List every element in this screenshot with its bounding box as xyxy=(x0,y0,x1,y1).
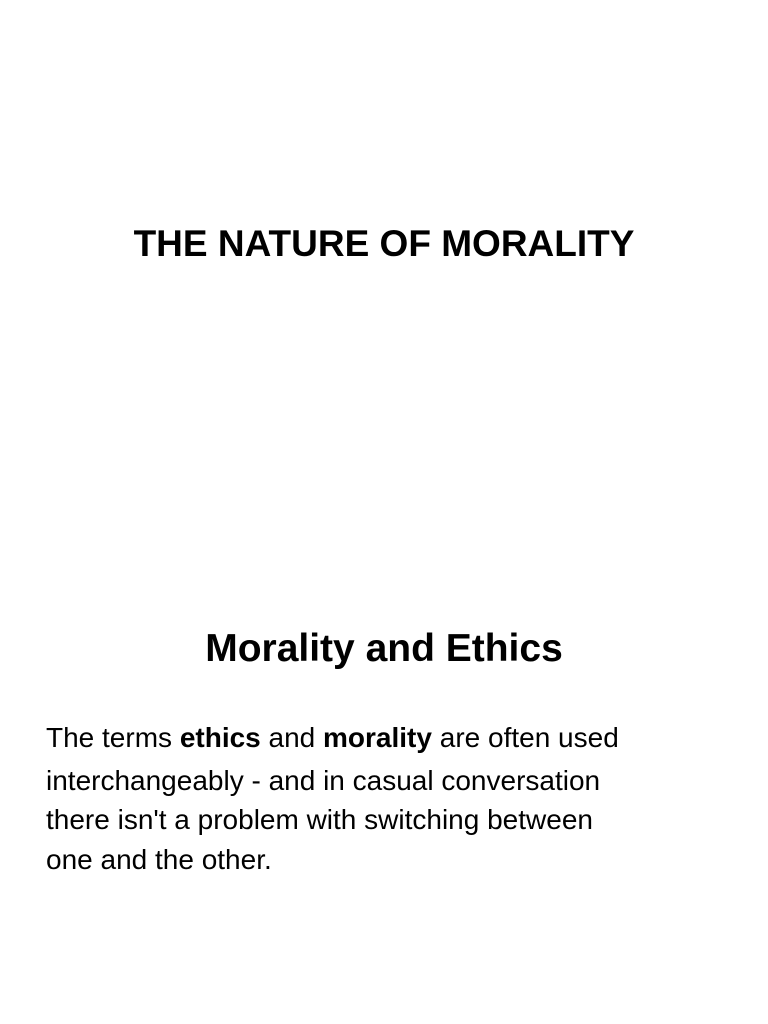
paragraph-line-3: there isn't a problem with switching between xyxy=(46,804,593,835)
paragraph-line-4: one and the other. xyxy=(46,844,272,875)
slide-body-paragraph xyxy=(46,716,726,880)
paragraph-line-2: interchangeably - and in casual conversation xyxy=(46,765,601,796)
slide-heading: Morality and Ethics xyxy=(205,627,563,670)
text-run: are often used xyxy=(431,722,619,753)
text-run: The terms xyxy=(46,722,180,753)
presentation-title: THE NATURE OF MORALITY xyxy=(133,223,635,264)
slide-morality-ethics xyxy=(0,512,768,1024)
term-ethics: ethics xyxy=(179,722,261,753)
text-run: and xyxy=(260,722,324,753)
term-morality: morality xyxy=(323,722,432,753)
paragraph-line-1 xyxy=(46,716,726,759)
